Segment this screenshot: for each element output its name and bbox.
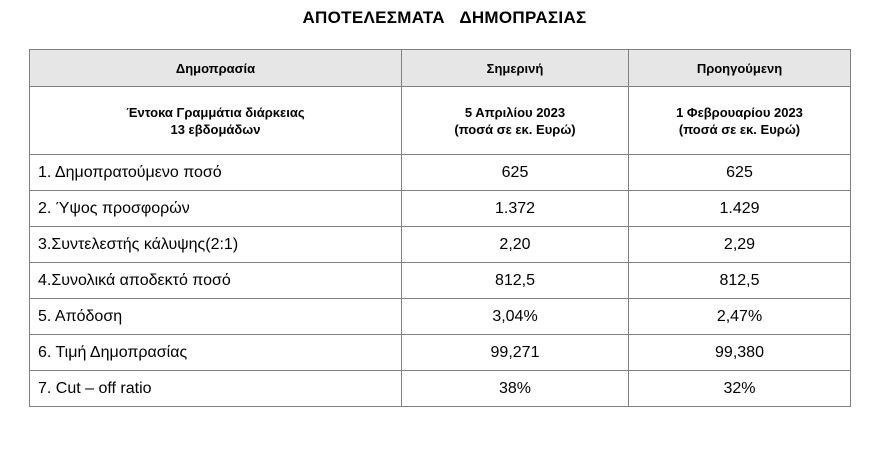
- row-previous-value: 2,47%: [629, 299, 851, 335]
- instrument-cell: [30, 87, 402, 155]
- table-row: [30, 335, 851, 371]
- table-row: [30, 191, 851, 227]
- row-current-value: 99,271: [402, 335, 629, 371]
- row-label: 1. Δημοπρατούμενο ποσό: [30, 155, 402, 191]
- previous-date-cell: [629, 87, 851, 155]
- auction-results-table: [29, 49, 851, 407]
- page-title: ΑΠΟΤΕΛΕΣΜΑΤΑ ΔΗΜΟΠΡΑΣΙΑΣ: [302, 8, 587, 27]
- row-label: 6. Τιμή Δημοπρασίας: [30, 335, 402, 371]
- row-label: 2. Ύψος προσφορών: [30, 191, 402, 227]
- header-current: Σημερινή: [402, 50, 629, 87]
- current-date: 5 Απριλίου 2023: [464, 104, 566, 120]
- table-subheader-row: [30, 87, 851, 155]
- row-previous-value: 625: [629, 155, 851, 191]
- instrument-line-2: 13 εβδομάδων: [170, 121, 261, 137]
- row-current-value: 38%: [402, 371, 629, 407]
- row-previous-value: 812,5: [629, 263, 851, 299]
- previous-date: 1 Φεβρουαρίου 2023: [676, 104, 803, 120]
- row-label: 3.Συντελεστής κάλυψης(2:1): [30, 227, 402, 263]
- table-row: [30, 299, 851, 335]
- table-header-row: [30, 50, 851, 87]
- row-current-value: 1.372: [402, 191, 629, 227]
- row-label: 5. Απόδοση: [30, 299, 402, 335]
- current-date-cell: [402, 87, 629, 155]
- row-current-value: 812,5: [402, 263, 629, 299]
- table-row: [30, 155, 851, 191]
- instrument-line-1: Έντοκα Γραμμάτια διάρκειας: [126, 104, 305, 120]
- current-unit: (ποσά σε εκ. Ευρώ): [454, 121, 576, 137]
- table-row: [30, 263, 851, 299]
- table-row: [30, 371, 851, 407]
- row-current-value: 2,20: [402, 227, 629, 263]
- row-current-value: 3,04%: [402, 299, 629, 335]
- row-label: 7. Cut – off ratio: [30, 371, 402, 407]
- row-label: 4.Συνολικά αποδεκτό ποσό: [30, 263, 402, 299]
- row-previous-value: 1.429: [629, 191, 851, 227]
- row-current-value: 625: [402, 155, 629, 191]
- previous-unit: (ποσά σε εκ. Ευρώ): [678, 121, 801, 137]
- row-previous-value: 99,380: [629, 335, 851, 371]
- table-row: [30, 227, 851, 263]
- row-previous-value: 2,29: [629, 227, 851, 263]
- header-auction: Δημοπρασία: [30, 50, 402, 87]
- header-previous: Προηγούμενη: [629, 50, 851, 87]
- row-previous-value: 32%: [629, 371, 851, 407]
